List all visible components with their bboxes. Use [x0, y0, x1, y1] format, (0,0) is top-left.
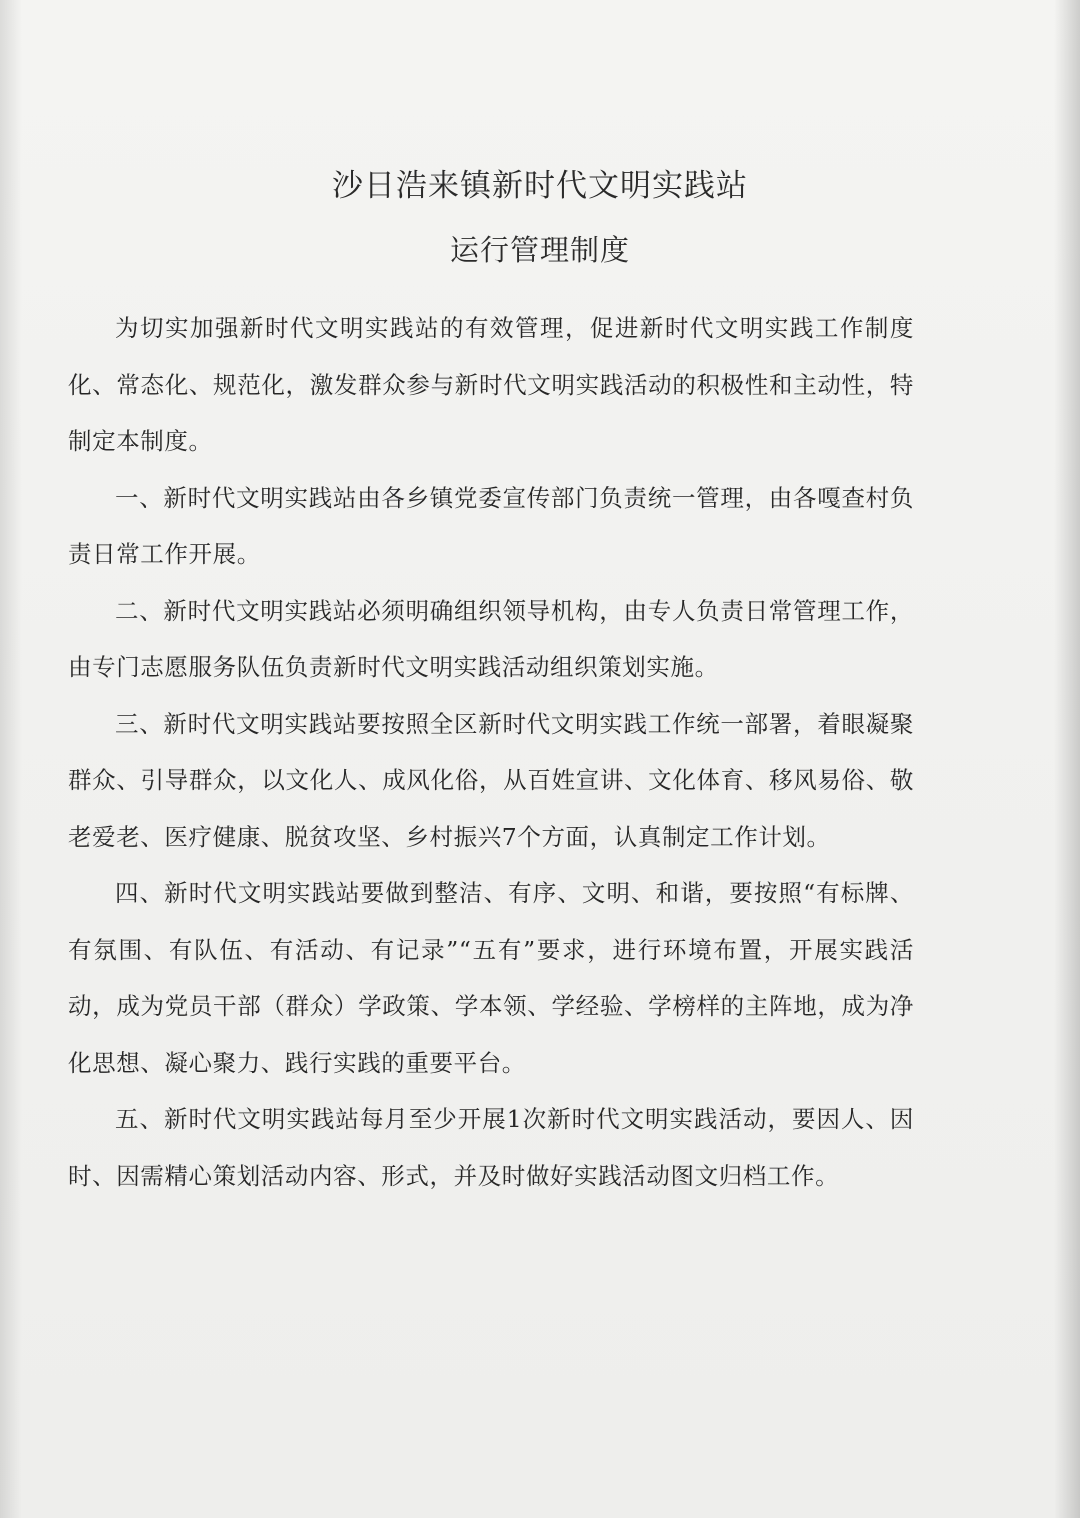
- paragraph-article-4: 四、新时代文明实践站要做到整洁、有序、文明、和谐，要按照“有标牌、有氛围、有队伍、有活动、有记录”“五有”要求，进行环境布置，开展实践活动，成为党员干部（群众）学政策、学本领、学经验、学榜样的主阵地，成为净化思想、凝心聚力、践行实践的重要平台。: [68, 879, 914, 1077]
- paragraph-article-5: 五、新时代文明实践站每月至少开展1次新时代文明实践活动，要因人、因时、因需精心策划活动内容、形式，并及时做好实践活动图文归档工作。: [68, 1105, 914, 1190]
- paragraph-intro: 为切实加强新时代文明实践站的有效管理，促进新时代文明实践工作制度化、常态化、规范化，激发群众参与新时代文明实践活动的积极性和主动性，特制定本制度。: [68, 314, 914, 455]
- document-subtitle: 运行管理制度: [449, 233, 630, 267]
- document-title: 沙日浩来镇新时代文明实践站: [332, 168, 748, 204]
- paragraph-article-2: 二、新时代文明实践站必须明确组织领导机构，由专人负责日常管理工作，由专门志愿服务队伍负责新时代文明实践活动组织策划实施。: [68, 596, 914, 681]
- document-body: [68, 300, 914, 1204]
- paragraph-article-3: 三、新时代文明实践站要按照全区新时代文明实践工作统一部署，着眼凝聚群众、引导群众，以文化人、成风化俗，从百姓宣讲、文化体育、移风易俗、敬老爱老、医疗健康、脱贫攻坚、乡村振兴7个方面，认真制定工作计划。: [68, 709, 914, 851]
- paragraph-article-1: 一、新时代文明实践站由各乡镇党委宣传部门负责统一管理，由各嘎查村负责日常工作开展。: [68, 483, 914, 568]
